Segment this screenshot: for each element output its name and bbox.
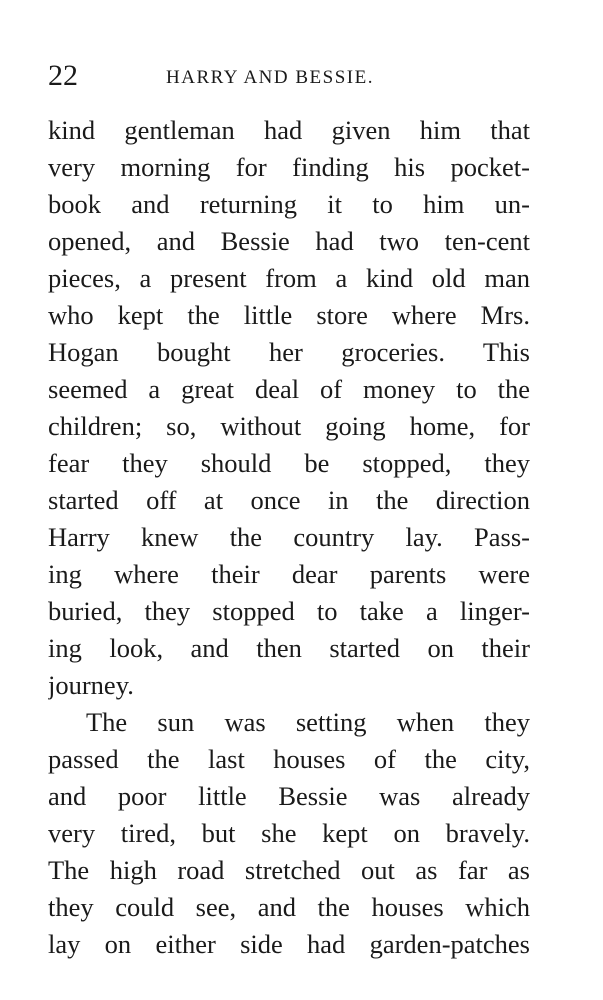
text-line: seemed a great deal of money to the [48,374,530,404]
text-line: The high road stretched out as far as [48,855,530,885]
text-line: lay on either side had garden-patches [48,929,530,959]
text-line: and poor little Bessie was already [48,781,530,811]
text-line: The sun was setting when they [86,707,530,737]
text-line: children; so, without going home, for [48,411,530,441]
text-line: Harry knew the country lay. Pass- [48,522,530,552]
text-line: buried, they stopped to take a linger- [48,596,530,626]
running-head: HARRY AND BESSIE. [166,67,374,88]
text-line: started off at once in the direction [48,485,530,515]
text-line: ing look, and then started on their [48,633,530,663]
text-line: kind gentleman had given him that [48,115,530,145]
text-line: passed the last houses of the city, [48,744,530,774]
text-line: Hogan bought her groceries. This [48,337,530,367]
text-line: book and returning it to him un- [48,189,530,219]
body-text [48,112,530,963]
text-line: very morning for finding his pocket- [48,152,530,182]
page-number: 22 [48,59,78,92]
text-line: pieces, a present from a kind old man [48,263,530,293]
text-line: ing where their dear parents were [48,559,530,589]
page-header [48,58,558,98]
paragraph-1 [48,112,530,704]
text-line: fear they should be stopped, they [48,448,530,478]
text-line: journey. [48,670,134,700]
paragraph-2 [48,704,530,963]
text-line: who kept the little store where Mrs. [48,300,530,330]
text-line: they could see, and the houses which [48,892,530,922]
text-line: very tired, but she kept on bravely. [48,818,530,848]
text-line: opened, and Bessie had two ten-cent [48,226,530,256]
